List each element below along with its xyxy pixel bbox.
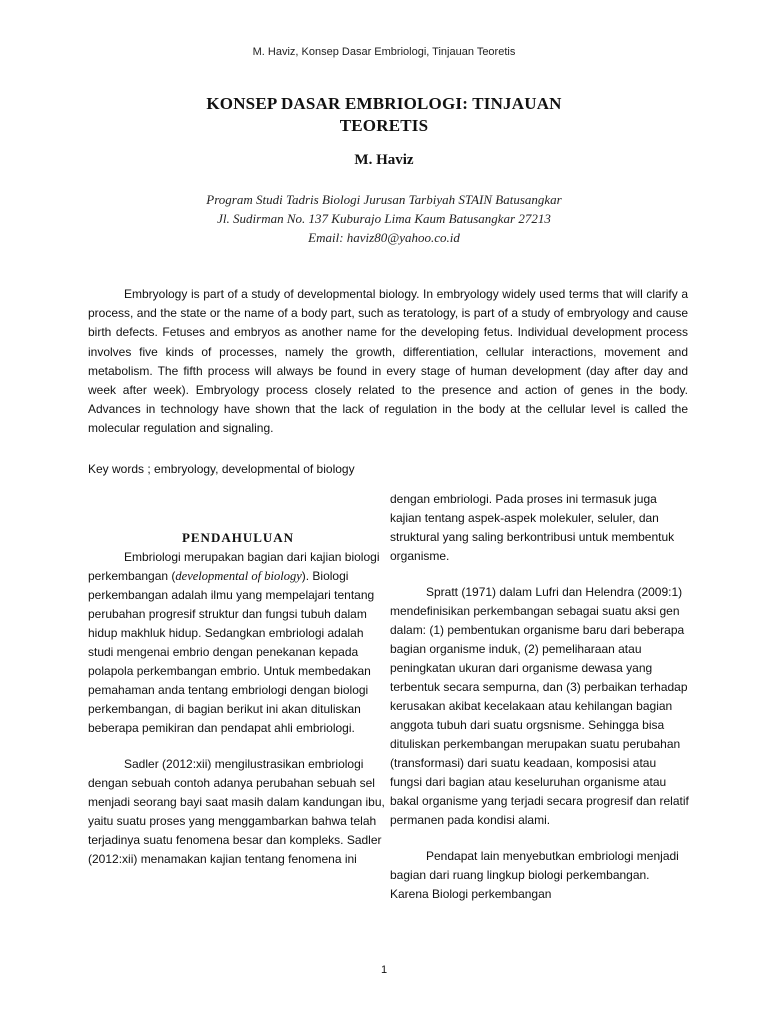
affiliation-address: Jl. Sudirman No. 137 Kuburajo Lima Kaum Batusangkar 27213: [217, 211, 551, 226]
body-paragraph: [88, 548, 388, 738]
body-paragraph: Sadler (2012:xii) mengilustrasikan embriologi dengan sebuah contoh adanya perubahan sebuah sel menjadi seorang bayi saat masih dalam kandungan ibu, yaitu suatu proses yang menggambarkan bahwa telah terjadinya suatu fenomena besar dan kompleks. Sadler (2012:xii) menamakan kajian tentang fenomena ini: [88, 757, 385, 866]
author-affiliation: [0, 190, 768, 247]
left-column: [88, 528, 388, 886]
body-paragraph: dengan embriologi. Pada proses ini termasuk juga kajian tentang aspek-aspek molekuler, seluler, dan struktural yang saling berkontribusi untuk membentuk organisme.: [390, 492, 675, 563]
italic-term: developmental of biology: [175, 569, 302, 583]
abstract-paragraph: Embryology is part of a study of developmental biology. In embryology widely used terms that will clarify a process, and the state or the name of a body part, such as teratology, is part of a study of embryology and cause birth defects. Fetuses and embryos as another name for the developing fetus. Individual development process involves five kinds of processes, namely the growth, differentiation, cellular interactions, movement and metabolism. The fifth process will always be found in every stage of human development (day after day and week after week). Embryology process closely related to the presence and action of genes in the body. Advances in technology have shown that the lack of regulation in the body at the cellular level is called the molecular regulation and signaling.: [88, 287, 688, 436]
paper-title: [150, 93, 618, 137]
page-number: 1: [380, 964, 388, 976]
running-head: M. Haviz, Konsep Dasar Embriologi, Tinjauan Teoretis: [252, 46, 516, 58]
body-paragraph: Spratt (1971) dalam Lufri dan Helendra (2009:1) mendefinisikan perkembangan sebagai suatu aksi gen dalam: (1) pembentukan organisme baru dari beberapa bagian organisme induk, (2) pemeliharaan atau peningkatan ukuran dari organisme dewasa yang terbentuk secara sempurna, dan (3) perbaikan terhadap kerusakan akibat kecelakaan atau kehilangan bagian anggota tubuh dari suatu orgsnisme. Sehingga bisa dituliskan perkembangan merupakan suatu perubahan (transformasi) dari suatu keadaan, komposisi atau fungsi dari bagian atau keseluruhan organisme atau bakal organisme yang terjadi secara progresif dan relatif permanen pada kondisi alami.: [390, 585, 689, 827]
paper-title-line: TEORETIS: [339, 116, 429, 135]
paragraph-text: Embriologi merupakan bagian dari kajian biologi perkembangan (: [88, 550, 380, 583]
author-name: M. Haviz: [354, 152, 414, 168]
paragraph-text: ). Biologi perkembangan adalah ilmu yang mempelajari tentang perubahan progresif struktur dan fungsi tubuh dalam hidup makhluk hidup. Sedangkan embriologi adalah studi mengenai embrio dengan penekanan kepada polapola perkembangan embrio. Untuk membedakan pemahaman anda tentang embriologi dengan biologi perkembangan, di bagian berikut ini akan dituliskan beberapa pemikiran dan pendapat ahli embriologi.: [88, 569, 375, 735]
body-paragraph: Pendapat lain menyebutkan embriologi menjadi bagian dari ruang lingkup biologi perkembangan. Karena Biologi perkembangan: [390, 849, 679, 901]
affiliation-email: Email: haviz80@yahoo.co.id: [308, 230, 460, 245]
affiliation-institution: Program Studi Tadris Biologi Jurusan Tarbiyah STAIN Batusangkar: [206, 192, 562, 207]
section-heading: PENDAHULUAN: [181, 530, 295, 545]
right-column: [390, 490, 690, 921]
keywords: Key words ; embryology, developmental of biology: [88, 462, 355, 476]
paper-title-line: KONSEP DASAR EMBRIOLOGI: TINJAUAN: [206, 94, 562, 113]
